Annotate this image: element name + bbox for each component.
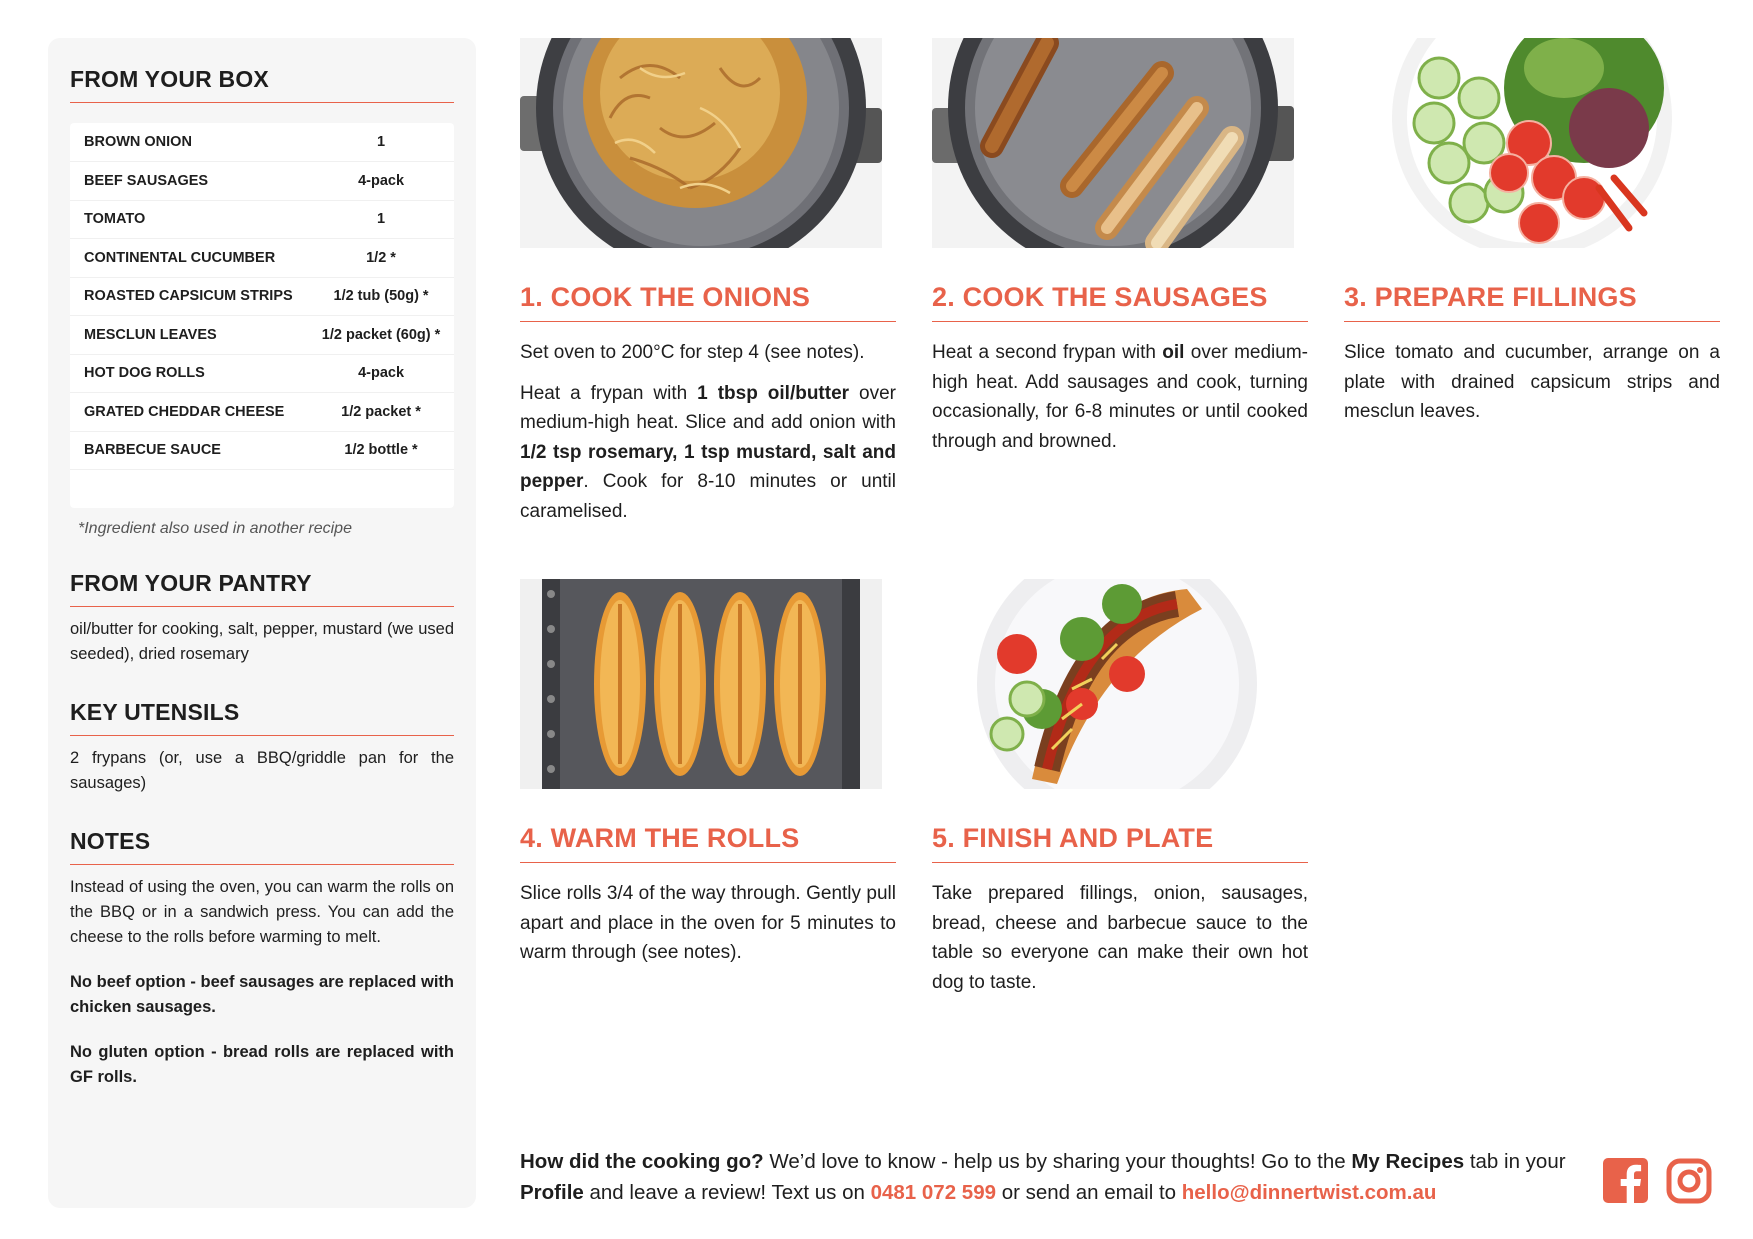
rolls-tray-photo — [520, 579, 882, 789]
feedback-question: How did the cooking go? — [520, 1150, 764, 1173]
ingredient-row — [70, 277, 454, 316]
step-2-para: Heat a second frypan with oil over medium-high heat. Add sausages and cook, turning occasionally, for 6-8 minutes or until cooked through and browned. — [932, 342, 1308, 452]
step-4-body — [520, 879, 896, 968]
notes-title: NOTES — [70, 828, 454, 865]
ingredient-row — [70, 123, 454, 162]
step-5 — [932, 579, 1308, 997]
ingredient-row — [70, 354, 454, 393]
key-utensils-title: KEY UTENSILS — [70, 699, 454, 736]
step-5-para: Take prepared fillings, onion, sausages, bread, cheese and barbecue sauce to the table so everyone can make their own hot dog to taste. — [932, 883, 1308, 993]
fillings-plate-photo — [1344, 38, 1706, 248]
ingredient-row — [70, 200, 454, 239]
email-link[interactable]: hello@dinnertwist.com.au — [1181, 1181, 1437, 1204]
ingredient-name: MESCLUN LEAVES — [84, 326, 217, 343]
sausages-pan-photo — [932, 38, 1294, 248]
from-your-box-title: FROM YOUR BOX — [70, 66, 454, 103]
ingredient-quantity: 4-pack — [358, 172, 405, 189]
ingredient-name: TOMATO — [84, 211, 146, 228]
ingredient-table — [70, 123, 454, 508]
step-4-title: 4. WARM THE ROLLS — [520, 823, 896, 863]
onions-pan-photo — [520, 38, 882, 248]
step-3 — [1344, 38, 1720, 427]
pantry-text: oil/butter for cooking, salt, pepper, mustard (we used seeded), dried rosemary — [70, 619, 454, 663]
ingredient-name: GRATED CHEDDAR CHEESE — [84, 403, 285, 420]
no-beef-option: No beef option - beef sausages are replaced with chicken sausages. — [70, 972, 454, 1016]
step-1-para-1: Set oven to 200°C for step 4 (see notes). — [520, 342, 865, 363]
facebook-icon[interactable] — [1603, 1158, 1648, 1208]
ingredient-quantity: 1 — [377, 134, 386, 150]
pantry-section — [70, 570, 454, 667]
notes-section — [70, 828, 454, 1090]
instagram-icon[interactable] — [1666, 1158, 1712, 1209]
ingredient-row — [70, 431, 454, 470]
ingredient-quantity: 1 — [377, 211, 386, 228]
ingredient-row — [70, 162, 454, 201]
ingredient-quantity: 4-pack — [358, 365, 405, 382]
ingredient-quantity: 1/2 packet (60g) * — [321, 326, 441, 343]
feedback-footer: How did the cooking go? We’d love to know - help us by sharing your thoughts! Go to the My Recipes tab in your Profile and leave a review! Text us on 0481 072 599 or send an email to hello@dinnertwist.com.au — [520, 1150, 1566, 1204]
phone-number-link[interactable]: 0481 072 599 — [870, 1181, 996, 1204]
ingredient-name: BROWN ONION — [84, 134, 192, 150]
notes-text: Instead of using the oven, you can warm the rolls on the BBQ or in a sandwich press. You can add the cheese to the rolls before warming to melt. — [70, 877, 454, 946]
step-4-para: Slice rolls 3/4 of the way through. Gently pull apart and place in the oven for 5 minutes to warm through (see notes). — [520, 883, 896, 963]
step-2-title: 2. COOK THE SAUSAGES — [932, 282, 1308, 322]
ingredient-quantity: 1/2 bottle * — [344, 442, 418, 459]
ingredient-name: BARBECUE SAUCE — [84, 442, 221, 459]
utensils-section — [70, 699, 454, 796]
ingredient-empty-row — [70, 470, 454, 508]
ingredient-row — [70, 393, 454, 432]
ingredient-quantity: 1/2 tub (50g) * — [333, 288, 429, 305]
step-5-body — [932, 879, 1308, 997]
step-2 — [932, 38, 1308, 456]
step-1-para-2: Heat a frypan with 1 tbsp oil/butter over medium-high heat. Slice and add onion with 1/2 tsp rosemary, 1 tsp mustard, salt and pepper. Cook for 8-10 minutes or until caramelised. — [520, 382, 896, 522]
ingredient-footnote: *Ingredient also used in another recipe — [78, 519, 352, 537]
ingredient-name: CONTINENTAL CUCUMBER — [84, 249, 276, 266]
step-5-title: 5. FINISH AND PLATE — [932, 823, 1308, 863]
step-4 — [520, 579, 896, 968]
step-1-body — [520, 338, 896, 526]
ingredient-quantity: 1/2 packet * — [341, 403, 421, 420]
my-recipes-label: My Recipes — [1351, 1150, 1465, 1173]
step-3-title: 3. PREPARE FILLINGS — [1344, 282, 1720, 322]
ingredients-sidebar — [48, 38, 476, 1208]
ingredient-row — [70, 239, 454, 278]
no-gluten-option: No gluten option - bread rolls are replaced with GF rolls. — [70, 1042, 454, 1086]
ingredient-row — [70, 316, 454, 355]
step-1 — [520, 38, 896, 526]
from-your-pantry-title: FROM YOUR PANTRY — [70, 570, 454, 607]
profile-label: Profile — [520, 1181, 584, 1204]
step-3-para: Slice tomato and cucumber, arrange on a plate with drained capsicum strips and mesclun leaves. — [1344, 342, 1720, 422]
ingredient-name: HOT DOG ROLLS — [84, 365, 205, 382]
step-2-body — [932, 338, 1308, 456]
step-3-body — [1344, 338, 1720, 427]
hot-dog-plate-photo — [932, 579, 1294, 789]
ingredient-quantity: 1/2 * — [366, 249, 396, 266]
ingredient-name: BEEF SAUSAGES — [84, 172, 209, 189]
step-1-title: 1. COOK THE ONIONS — [520, 282, 896, 322]
utensils-text: 2 frypans (or, use a BBQ/griddle pan for the sausages) — [70, 748, 454, 792]
ingredient-name: ROASTED CAPSICUM STRIPS — [84, 288, 293, 305]
